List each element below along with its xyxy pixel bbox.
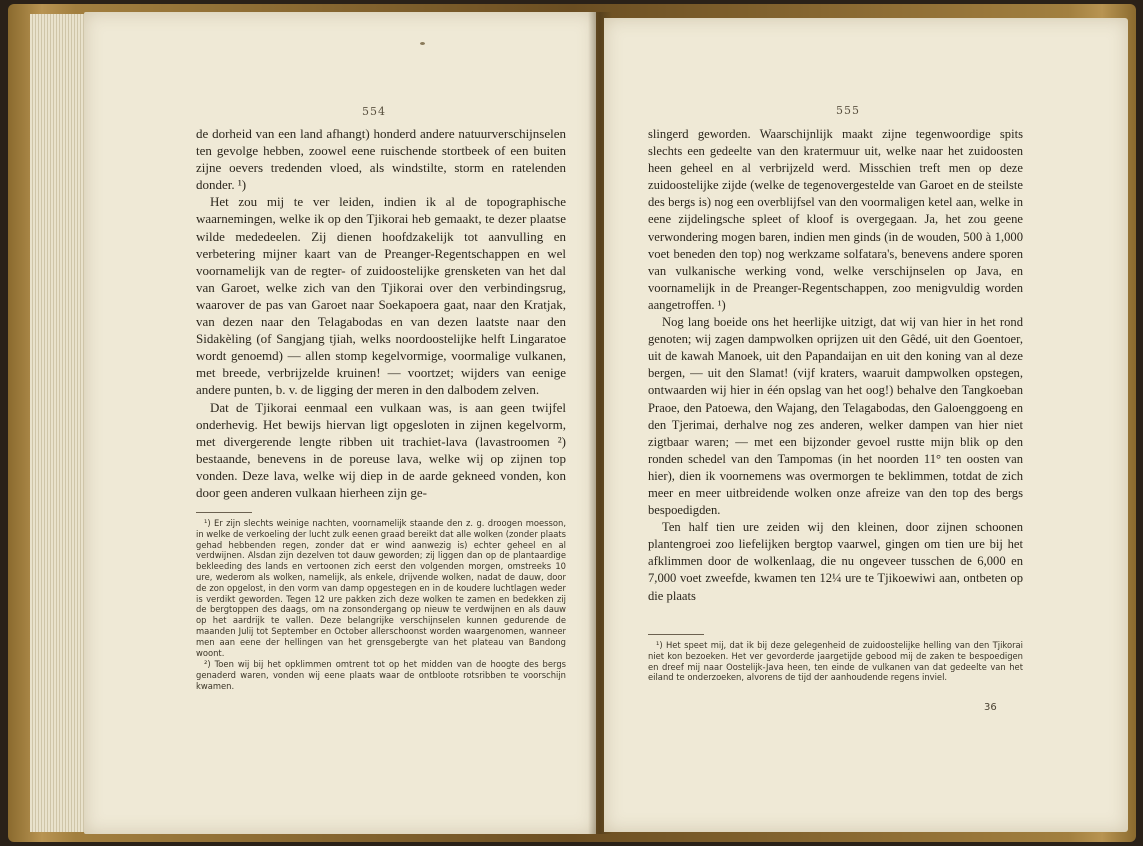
ink-spot — [420, 42, 425, 45]
footnote-rule — [196, 512, 252, 513]
paragraph: Ten half tien ure zeiden wij den kleinen, door zijnen schoonen plantengroei zoo liefelijken bergtop vaarwel, gingen om tien ure bij het afklimmen door de wolkenlaag, die nu ongeveer tusschen de 6,000 en 7,000 voet zweefde, kwamen ten 12¼ ure te Tjikoewiwi aan, ontbeten op die plaats — [648, 520, 1023, 603]
paragraph: de dorheid van een land afhangt) honderd andere natuurverschijnselen ten gevolge hebben, zoowel eene ruischende stortbeek of een buiten zijne oevers tredenden vloed, als windstilte, storm en ratelenden donder. ¹) — [196, 126, 566, 193]
body-text — [196, 125, 566, 501]
left-page — [84, 12, 596, 834]
footnote-rule — [648, 634, 704, 635]
page-number: 554 — [362, 105, 386, 118]
right-page — [604, 18, 1128, 832]
body-text — [648, 126, 1023, 605]
footnote: ²) Toen wij bij het opklimmen omtrent tot op het midden van de hoogte des bergs genaderd waren, vonden wij eene plaats waar de ontbloote rotsribben te voorschijn kwamen. — [196, 659, 566, 691]
paragraph: Dat de Tjikorai eenmaal een vulkaan was, is aan geen twijfel onderhevig. Het bewijs hiervan ligt opgesloten in zijnen kegelvorm, met divergerende lengte ribben uit trachiet-lava (lavastroomen ²) bestaande, benevens in de poreuse lava, welke wij op zijnen top vonden. Deze lava, welke wij diep in de aarde gekneed vonden, kon door geen anderen vulkaan hierheen zijn ge- — [196, 399, 566, 500]
paragraph: Nog lang boeide ons het heerlijke uitzigt, dat wij van hier in het rond genoten; wij zagen dampwolken oprijzen uit den Gêdé, uit den Goentoer, uit de kawah Manoek, uit den Papandaijan en uit den koning van al deze bergen, — uit den Slamat! (vijf kraters, waaruit dampwolken opstegen, ontwaarden wij hier in één opslag van het oog!) behalve den Tangkoeban Praoe, den Patoewa, den Wajang, den Telagabodas, den Galoenggoeng en den Tjerimai, derhalve nog zes anderen, welker dampen van hier niet zigtbaar waren; — met een bijzonder gevoel rustte mijn blik op den ronden schedel van den Tampomas (in het noorden 11° ten oosten van hier), dien ik voornemens was overmorgen te beklimmen, totdat de zich meer en meer uitbreidende wolken onze afreize van den top des bergs bespoedigden. — [648, 315, 1023, 518]
footnotes — [196, 518, 566, 693]
paragraph: Het zou mij te ver leiden, indien ik al de topographische waarnemingen, welke ik op den Tjikorai heb gemaakt, te dezer plaatse wilde mededeelen. Zij dienen hoofdzakelijk tot aanvulling en verbetering mijner kaart van de Preanger-Regentschappen en wel voornamelijk van de regter- of zuidoostelijke grensketen van het dal van Garoet, welke zich van den Tjikorai over den verbindingsrug, waarover de pas van Garoet naar Soekapoera gaat, naar den Kratjak, van dezen naar den Telagabodas en van dezen laatste naar den Sidakèling (of Sangjang tjiah, welks noordoostelijke helft Lingaratoe wordt genoemd) — allen stomp kegelvormige, voormalige vulkanen, met breede, verbrijzelde kruinen! — voortzet; wijders van eenige andere punten, b. v. de ligging der meren in den dalbodem zelven. — [196, 194, 566, 398]
sheet-number: 36 — [984, 702, 997, 713]
page-number: 555 — [836, 104, 860, 117]
page-edges — [30, 14, 90, 832]
footnotes — [648, 640, 1023, 684]
footnote: ¹) Het speet mij, dat ik bij deze gelegenheid de zuidoostelijke helling van den Tjikorai niet kon bezoeken. Het ver gevorderde jaargetijde gebood mij de zaken te bespoedigen en dreef mij naar Oostelijk-Java heen, ten einde de vulkanen van dat gedeelte van het eiland te onderzoeken, alvorens de tijd der aanhoudende regens inviel. — [648, 640, 1023, 683]
footnote: ¹) Er zijn slechts weinige nachten, voornamelijk staande den z. g. droogen moesson, in welke de verkoeling der lucht zulk eenen graad bereikt dat alle wolken (zonder plaats gehad hebbenden regen, zonder dat er wind aanwezig is) echter geheel en al verdwijnen. Alsdan zijn dezelven tot dauw geworden; zij liggen dan op de plantaardige bekleeding des lands en vertoonen zich eerst den volgenden morgen, omstreeks 10 ure, wederom als wolken, namelijk, als enkele, drijvende wolken, nadat de dauw, door de zon opgelost, in den vorm van damp opgestegen en in de koudere luchtlagen weder is verdikt geworden. Tegen 12 ure pakken zich deze wolken te zamen en bedekken zij de bergtoppen des daags, om na zonsondergang op nieuw te verdwijnen en als dauw op het aardrijk te vallen. Deze belangrijke verschijnselen kunnen gedurende de maanden Julij tot September en October allerschoonst worden waargenomen, wanneer men aan eene der hellingen van het grensgebergte van het plateau van Bandong woont. — [196, 518, 566, 658]
paragraph: slingerd geworden. Waarschijnlijk maakt zijne tegenwoordige spits slechts een gedeelte van den kratermuur uit, welke naar het zuidoosten heen geheel en al verbrijzeld werd. Misschien treft men op deze zuidoostelijke zijde (welke de tegenovergestelde van Garoet en de steilste des bergs is) nog een overblijfsel van den voormaligen ketel aan, welke in eene zijdelingsche spleet of kloof is overgegaan. Ja, het zou geene verwondering mogen baren, indien men ginds (in de wouden, 500 à 1,000 voet beneden den top) nog werkzame solfatara's, benevens andere sporen van vulkanische werking vond, welke verschijnselen op Java, en voornamelijk in de Preanger-Regentschappen, zoo menigvuldig worden aangetroffen. ¹) — [648, 127, 1023, 312]
